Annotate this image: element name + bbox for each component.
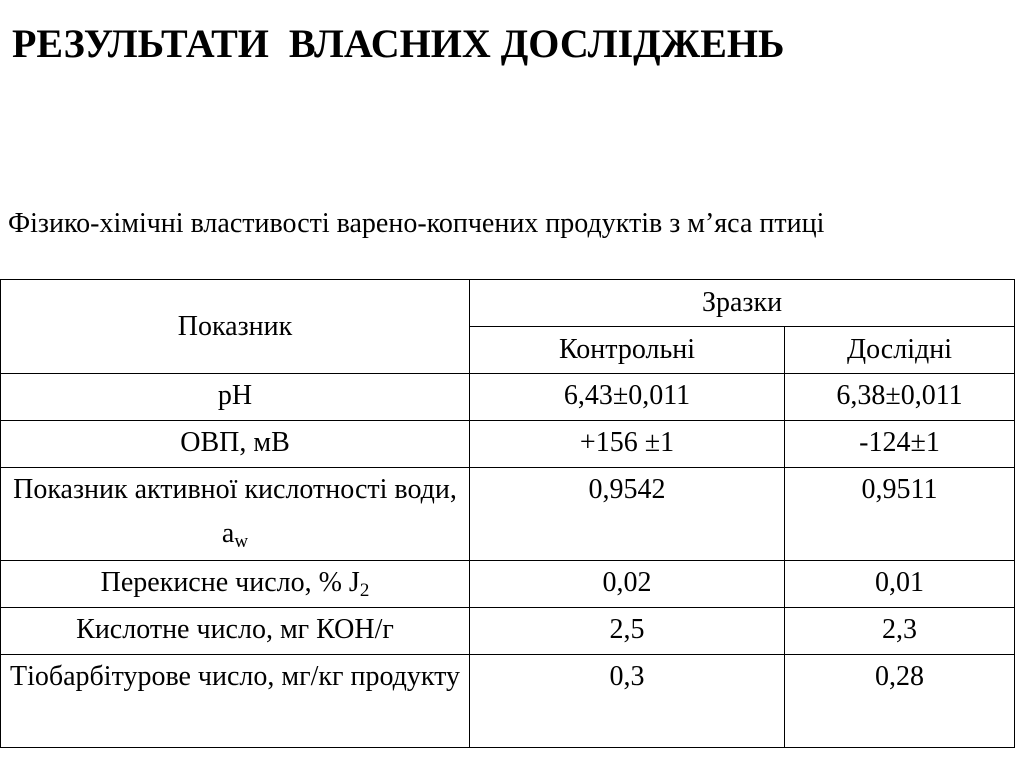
- subscript: 2: [359, 580, 370, 601]
- table-row: [1, 608, 1015, 655]
- table-row: [1, 655, 1015, 748]
- table-row: [1, 468, 1015, 561]
- indicator-cell: Тіобарбітурове число, мг/кг продукту: [1, 655, 470, 748]
- table-row: [1, 374, 1015, 421]
- control-value-cell: +156 ±1: [470, 421, 785, 468]
- table-row: [1, 421, 1015, 468]
- experimental-value-cell: -124±1: [785, 421, 1015, 468]
- control-value-cell: 0,02: [470, 561, 785, 608]
- table-header-row: [1, 280, 1015, 327]
- subscript: w: [234, 531, 249, 552]
- samples-header: Зразки: [470, 280, 1015, 327]
- experimental-value-cell: 0,9511: [785, 468, 1015, 561]
- experimental-value-cell: 2,3: [785, 608, 1015, 655]
- indicator-cell: Показник активної кислотності води, $a_w$: [1, 468, 470, 561]
- experimental-header: Дослідні: [785, 327, 1015, 374]
- results-table: [0, 279, 1015, 748]
- table-row: [1, 561, 1015, 608]
- experimental-value-cell: 0,01: [785, 561, 1015, 608]
- indicator-cell: pH: [1, 374, 470, 421]
- experimental-value-cell: 0,28: [785, 655, 1015, 748]
- indicator-cell: Кислотне число, мг КОН/г: [1, 608, 470, 655]
- control-value-cell: 0,3: [470, 655, 785, 748]
- control-header: Контрольні: [470, 327, 785, 374]
- control-value-cell: 0,9542: [470, 468, 785, 561]
- control-value-cell: 6,43±0,011: [470, 374, 785, 421]
- indicator-cell: Перекисне число, % $J_2$: [1, 561, 470, 608]
- table-caption: Фізико-хімічні властивості варено-копчених продуктів з м’яса птиці: [8, 208, 825, 239]
- experimental-value-cell: 6,38±0,011: [785, 374, 1015, 421]
- indicator-header: Показник: [1, 280, 470, 374]
- page-title: РЕЗУЛЬТАТИ ВЛАСНИХ ДОСЛІДЖЕНЬ: [12, 21, 785, 66]
- control-value-cell: 2,5: [470, 608, 785, 655]
- indicator-cell: ОВП, мВ: [1, 421, 470, 468]
